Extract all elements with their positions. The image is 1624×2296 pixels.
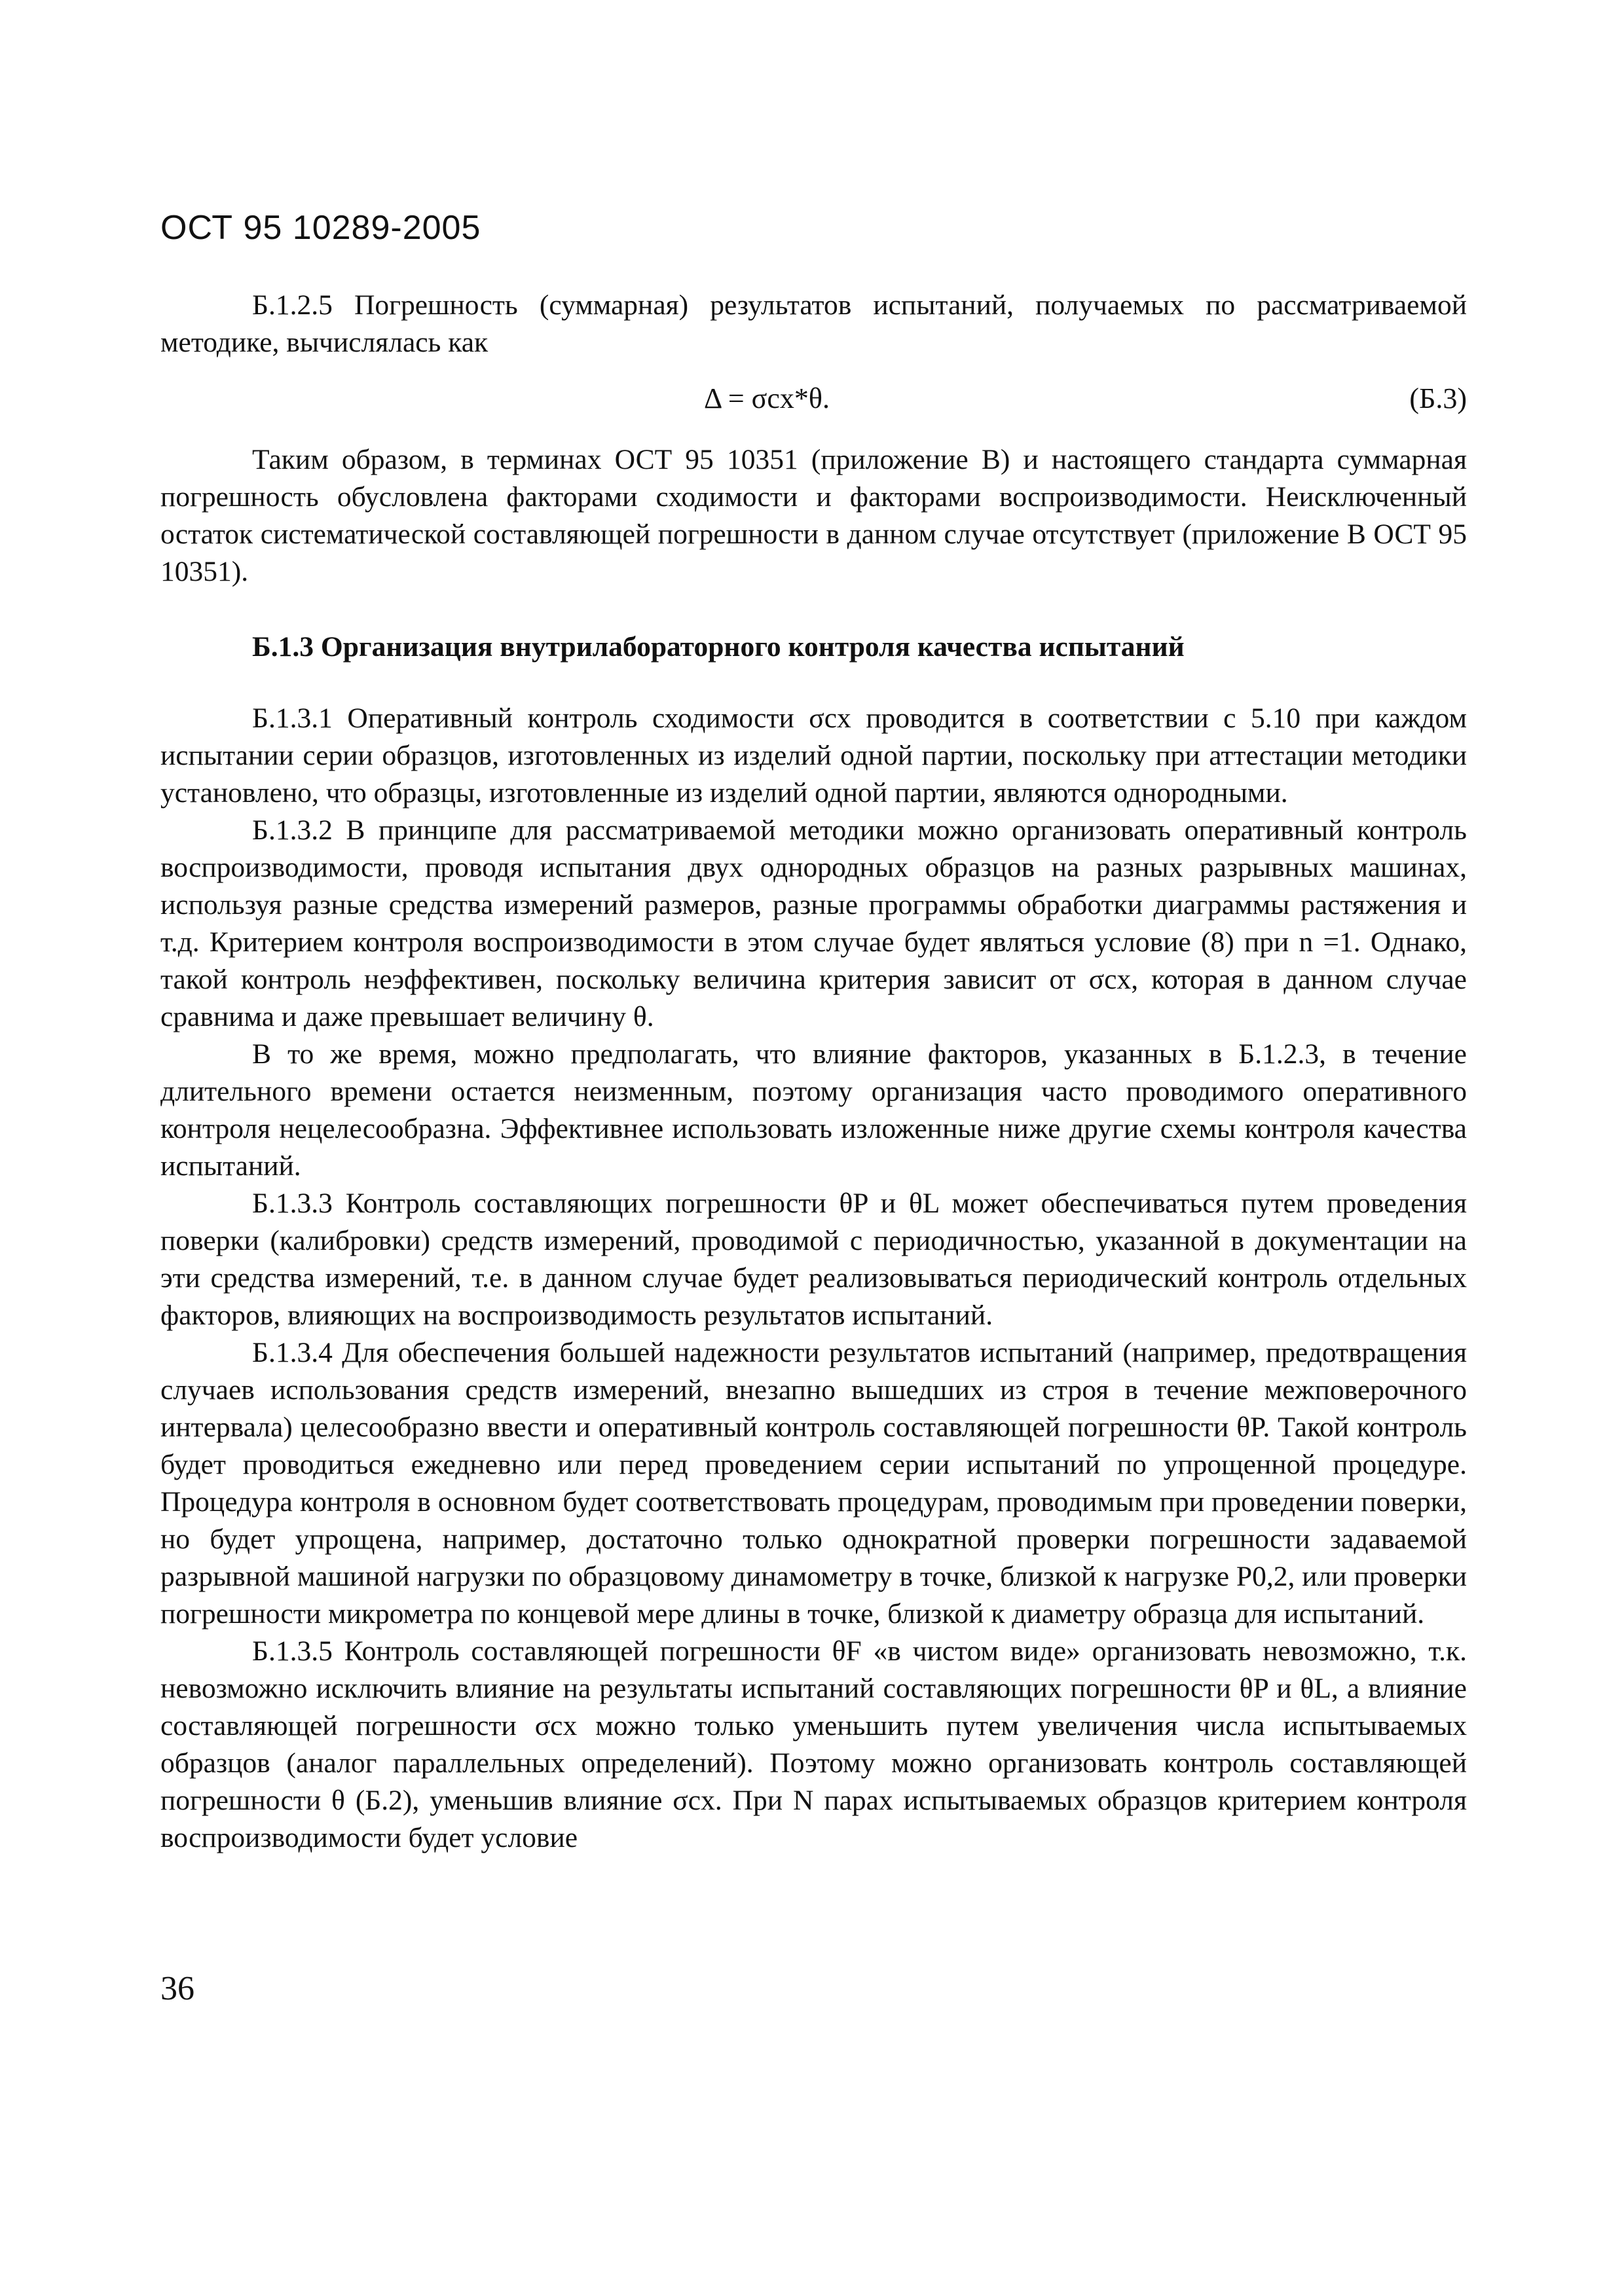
paragraph-b131: Б.1.3.1 Оперативный контроль сходимости σcx проводится в соответствии с 5.10 при каждом испытании серии образцов, изготовленных из изделий одной партии, поскольку при аттестации методики установлено, что образцы, изготовленные из изделий одной партии, являются однородными.	[160, 702, 1467, 809]
paragraph-b132: Б.1.3.2 В принципе для рассматриваемой методики можно организовать оперативный контроль воспроизводимости, проводя испытания двух однородных образцов на разных разрывных машинах, используя разные средства измерений размеров, разные программы обработки диаграммы растяжения и т.д. Критерием контроля воспроизводимости в этом случае будет являться условие (8) при n =1. Однако, такой контроль неэффективен, поскольку величина критерия зависит от σcx, которая в данном случае сравнима и даже превышает величину θ.	[160, 814, 1467, 1032]
paragraph-b134: Б.1.3.4 Для обеспечения большей надежности результатов испытаний (например, предотвращения случаев использования средств измерений, внезапно вышедших из строя в течение межповерочного интервала) целесообразно ввести и оперативный контроль составляющей погрешности θP. Такой контроль будет проводиться ежедневно или перед проведением серии испытаний по упрощенной процедуре. Процедура контроля в основном будет соответствовать процедурам, проводимым при проведении поверки, но будет упрощена, например, достаточно только однократной проверки погрешности задаваемой разрывной машиной нагрузки по образцовому динамометру в точке, близкой к нагрузке P0,2, или проверки погрешности микрометра по концевой мере длины в точке, близкой к диаметру образца для испытаний.	[160, 1337, 1467, 1630]
formula-number: (Б.3)	[1409, 382, 1467, 414]
paragraph-b135: Б.1.3.5 Контроль составляющей погрешности θF «в чистом виде» организовать невозможно, т.к. невозможно исключить влияние на результаты испытаний составляющих погрешности θP и θL, а влияние составляющей погрешности σcx можно только уменьшить путем увеличения числа испытываемых образцов (аналог параллельных определений). Поэтому можно организовать контроль составляющей погрешности θ (Б.2), уменьшив влияние σcx. При N парах испытываемых образцов критерием контроля воспроизводимости будет условие	[160, 1635, 1467, 1853]
section-heading-b13: Б.1.3 Организация внутрилабораторного контроля качества испытаний	[252, 631, 1185, 663]
formula-b3	[160, 376, 1467, 422]
paragraph-b125: Б.1.2.5 Погрешность (суммарная) результатов испытаний, получаемых по рассматриваемой методике, вычислялась как	[160, 289, 1467, 358]
paragraph-same-time: В то же время, можно предполагать, что влияние факторов, указанных в Б.1.2.3, в течение длительного времени остается неизменным, поэтому организация часто проводимого оперативного контроля нецелесообразна. Эффективнее использовать изложенные ниже другие схемы контроля качества испытаний.	[160, 1038, 1467, 1182]
page-number: 36	[160, 1970, 194, 2007]
document-id-header: ОСТ 95 10289-2005	[160, 209, 481, 247]
page-body	[160, 287, 1467, 1857]
paragraph-b133: Б.1.3.3 Контроль составляющих погрешности θP и θL может обеспечиваться путем проведения поверки (калибровки) средств измерений, проводимой с периодичностью, указанной в документации на эти средства измерений, т.е. в данном случае будет реализовываться периодический контроль отдельных факторов, влияющих на воспроизводимость результатов испытаний.	[160, 1188, 1467, 1331]
paragraph-summary: Таким образом, в терминах ОСТ 95 10351 (приложение В) и настоящего стандарта суммарная погрешность обусловлена факторами сходимости и факторами воспроизводимости. Неисключенный остаток систематической составляющей погрешности в данном случае отсутствует (приложение В ОСТ 95 10351).	[160, 444, 1467, 587]
formula-expression: Δ = σcx*θ.	[704, 382, 830, 414]
